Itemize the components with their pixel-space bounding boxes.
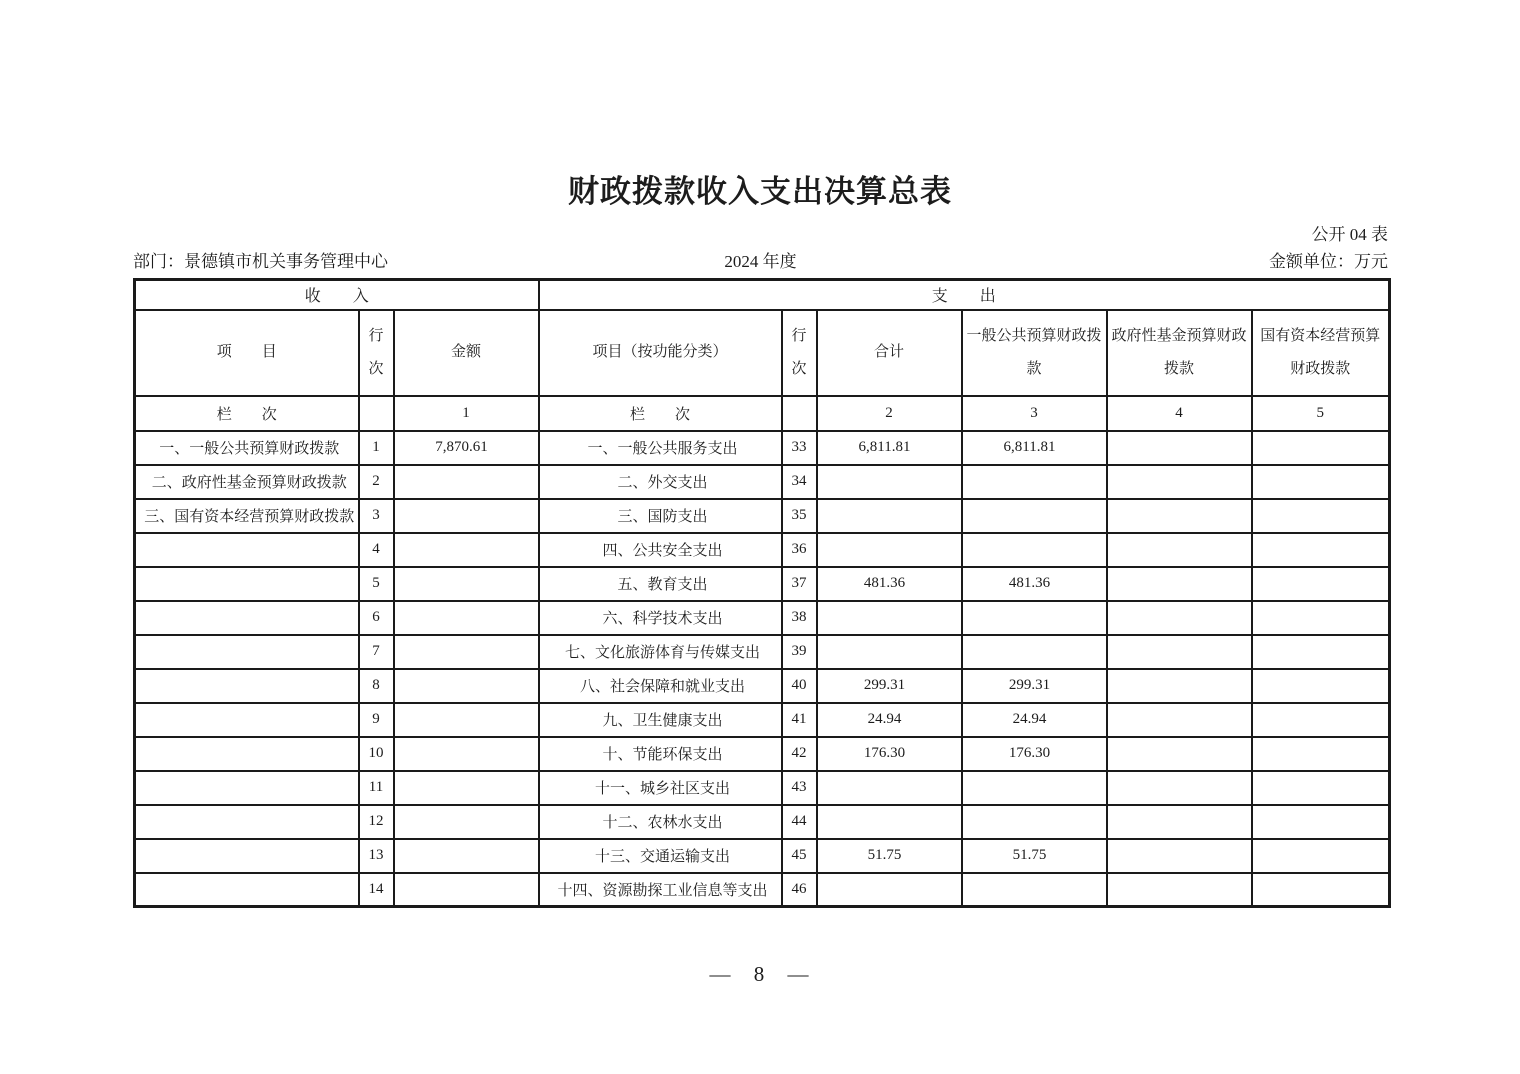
cell-income-item xyxy=(135,669,359,703)
cell-expense-row-no: 36 xyxy=(782,533,817,567)
cell-general-budget: 6,811.81 xyxy=(962,431,1107,465)
cell-gov-fund xyxy=(1107,431,1252,465)
cell-gov-fund xyxy=(1107,601,1252,635)
table-row xyxy=(135,805,1390,839)
cell-income-row-no: 8 xyxy=(359,669,394,703)
cell-expense-item: 十四、资源勘探工业信息等支出 xyxy=(539,873,782,907)
cell-income-amount xyxy=(394,737,539,771)
cell-gov-fund xyxy=(1107,533,1252,567)
cell-income-amount xyxy=(394,703,539,737)
cell-state-capital xyxy=(1252,839,1390,873)
cell-state-capital xyxy=(1252,431,1390,465)
page-number: — 8 — xyxy=(709,962,811,986)
lane-col-3: 3 xyxy=(962,396,1107,431)
table-row xyxy=(135,873,1390,907)
cell-income-amount xyxy=(394,499,539,533)
cell-income-item xyxy=(135,635,359,669)
cell-expense-row-no: 38 xyxy=(782,601,817,635)
cell-income-item xyxy=(135,533,359,567)
table-row xyxy=(135,703,1390,737)
cell-expense-row-no: 41 xyxy=(782,703,817,737)
header-income-row-no: 行次 xyxy=(359,310,394,396)
cell-gov-fund xyxy=(1107,805,1252,839)
section-header-row xyxy=(135,280,1390,310)
cell-expense-row-no: 46 xyxy=(782,873,817,907)
cell-expense-row-no: 44 xyxy=(782,805,817,839)
lane-income-rowno-empty xyxy=(359,396,394,431)
cell-expense-item: 四、公共安全支出 xyxy=(539,533,782,567)
cell-state-capital xyxy=(1252,737,1390,771)
cell-income-row-no: 3 xyxy=(359,499,394,533)
cell-income-amount xyxy=(394,635,539,669)
cell-state-capital xyxy=(1252,499,1390,533)
cell-state-capital xyxy=(1252,771,1390,805)
cell-general-budget: 481.36 xyxy=(962,567,1107,601)
page-title: 财政拨款收入支出决算总表 xyxy=(568,174,952,209)
cell-total: 24.94 xyxy=(817,703,962,737)
cell-income-item: 三、国有资本经营预算财政拨款 xyxy=(135,499,359,533)
cell-total xyxy=(817,465,962,499)
cell-general-budget xyxy=(962,465,1107,499)
cell-expense-item: 十、节能环保支出 xyxy=(539,737,782,771)
cell-expense-item: 七、文化旅游体育与传媒支出 xyxy=(539,635,782,669)
cell-total: 481.36 xyxy=(817,567,962,601)
cell-total xyxy=(817,873,962,907)
cell-gov-fund xyxy=(1107,737,1252,771)
expense-section-header: 支 出 xyxy=(539,280,1390,310)
cell-income-item xyxy=(135,873,359,907)
cell-total xyxy=(817,771,962,805)
cell-general-budget xyxy=(962,533,1107,567)
cell-expense-row-no: 35 xyxy=(782,499,817,533)
table-row xyxy=(135,533,1390,567)
cell-total xyxy=(817,635,962,669)
cell-gov-fund xyxy=(1107,771,1252,805)
cell-state-capital xyxy=(1252,703,1390,737)
lane-income-label: 栏 次 xyxy=(135,396,359,431)
cell-gov-fund xyxy=(1107,635,1252,669)
table-row xyxy=(135,839,1390,873)
cell-expense-row-no: 33 xyxy=(782,431,817,465)
lane-expense-label: 栏 次 xyxy=(539,396,782,431)
table-row xyxy=(135,431,1390,465)
table-code: 公开 04 表 xyxy=(1311,225,1388,244)
cell-general-budget: 24.94 xyxy=(962,703,1107,737)
cell-income-row-no: 9 xyxy=(359,703,394,737)
cell-general-budget: 299.31 xyxy=(962,669,1107,703)
lane-col-2: 2 xyxy=(817,396,962,431)
cell-income-item xyxy=(135,601,359,635)
cell-income-amount xyxy=(394,533,539,567)
cell-state-capital xyxy=(1252,669,1390,703)
lane-expense-rowno-empty xyxy=(782,396,817,431)
cell-income-item: 一、一般公共预算财政拨款 xyxy=(135,431,359,465)
cell-income-row-no: 2 xyxy=(359,465,394,499)
cell-total: 299.31 xyxy=(817,669,962,703)
cell-income-row-no: 10 xyxy=(359,737,394,771)
cell-income-amount: 7,870.61 xyxy=(394,431,539,465)
cell-income-amount xyxy=(394,805,539,839)
meta-row xyxy=(133,247,1388,271)
cell-expense-row-no: 34 xyxy=(782,465,817,499)
cell-income-amount xyxy=(394,465,539,499)
cell-income-item xyxy=(135,737,359,771)
amount-unit: 金额单位：万元 xyxy=(1269,252,1388,271)
table-row xyxy=(135,567,1390,601)
cell-income-item xyxy=(135,703,359,737)
cell-gov-fund xyxy=(1107,839,1252,873)
cell-expense-item: 十三、交通运输支出 xyxy=(539,839,782,873)
cell-total xyxy=(817,601,962,635)
cell-expense-row-no: 37 xyxy=(782,567,817,601)
header-income-item: 项 目 xyxy=(135,310,359,396)
column-header-row xyxy=(135,310,1390,396)
cell-income-item xyxy=(135,839,359,873)
cell-expense-item: 六、科学技术支出 xyxy=(539,601,782,635)
table-row xyxy=(135,465,1390,499)
cell-expense-row-no: 42 xyxy=(782,737,817,771)
cell-total xyxy=(817,533,962,567)
cell-gov-fund xyxy=(1107,873,1252,907)
lane-number-row xyxy=(135,396,1390,431)
cell-state-capital xyxy=(1252,635,1390,669)
cell-total: 6,811.81 xyxy=(817,431,962,465)
cell-state-capital xyxy=(1252,533,1390,567)
header-income-amount: 金额 xyxy=(394,310,539,396)
cell-income-row-no: 13 xyxy=(359,839,394,873)
cell-general-budget xyxy=(962,601,1107,635)
cell-state-capital xyxy=(1252,873,1390,907)
cell-expense-item: 九、卫生健康支出 xyxy=(539,703,782,737)
header-state-capital: 国有资本经营预算财政拨款 xyxy=(1252,310,1390,396)
cell-total xyxy=(817,805,962,839)
cell-income-row-no: 5 xyxy=(359,567,394,601)
header-gov-fund: 政府性基金预算财政拨款 xyxy=(1107,310,1252,396)
cell-gov-fund xyxy=(1107,567,1252,601)
cell-general-budget: 51.75 xyxy=(962,839,1107,873)
header-general-budget: 一般公共预算财政拨款 xyxy=(962,310,1107,396)
lane-col-1: 1 xyxy=(394,396,539,431)
table-row xyxy=(135,737,1390,771)
cell-expense-item: 十一、城乡社区支出 xyxy=(539,771,782,805)
fiscal-year: 2024 年度 xyxy=(724,252,797,271)
cell-total: 176.30 xyxy=(817,737,962,771)
cell-expense-row-no: 40 xyxy=(782,669,817,703)
cell-income-item xyxy=(135,771,359,805)
cell-income-amount xyxy=(394,669,539,703)
fiscal-summary-table xyxy=(133,278,1391,908)
cell-expense-item: 三、国防支出 xyxy=(539,499,782,533)
table-row xyxy=(135,499,1390,533)
cell-income-item: 二、政府性基金预算财政拨款 xyxy=(135,465,359,499)
table-row xyxy=(135,601,1390,635)
cell-income-row-no: 11 xyxy=(359,771,394,805)
cell-total xyxy=(817,499,962,533)
cell-gov-fund xyxy=(1107,703,1252,737)
cell-expense-item: 十二、农林水支出 xyxy=(539,805,782,839)
header-expense-item: 项目（按功能分类） xyxy=(539,310,782,396)
cell-expense-item: 一、一般公共服务支出 xyxy=(539,431,782,465)
table-row xyxy=(135,635,1390,669)
cell-income-amount xyxy=(394,567,539,601)
cell-income-item xyxy=(135,567,359,601)
cell-expense-item: 二、外交支出 xyxy=(539,465,782,499)
cell-state-capital xyxy=(1252,465,1390,499)
cell-income-row-no: 14 xyxy=(359,873,394,907)
cell-expense-item: 八、社会保障和就业支出 xyxy=(539,669,782,703)
cell-general-budget xyxy=(962,499,1107,533)
cell-general-budget xyxy=(962,873,1107,907)
cell-income-amount xyxy=(394,771,539,805)
cell-income-amount xyxy=(394,601,539,635)
table-row xyxy=(135,669,1390,703)
cell-general-budget xyxy=(962,771,1107,805)
income-section-header: 收 入 xyxy=(135,280,539,310)
table-body xyxy=(135,431,1390,907)
cell-general-budget xyxy=(962,635,1107,669)
department-label: 部门：景德镇市机关事务管理中心 xyxy=(133,252,388,271)
cell-state-capital xyxy=(1252,601,1390,635)
lane-col-4: 4 xyxy=(1107,396,1252,431)
cell-expense-row-no: 39 xyxy=(782,635,817,669)
cell-gov-fund xyxy=(1107,465,1252,499)
cell-state-capital xyxy=(1252,805,1390,839)
cell-income-row-no: 1 xyxy=(359,431,394,465)
cell-gov-fund xyxy=(1107,499,1252,533)
cell-state-capital xyxy=(1252,567,1390,601)
cell-expense-row-no: 43 xyxy=(782,771,817,805)
header-total: 合计 xyxy=(817,310,962,396)
cell-income-row-no: 12 xyxy=(359,805,394,839)
cell-income-amount xyxy=(394,839,539,873)
cell-gov-fund xyxy=(1107,669,1252,703)
cell-general-budget xyxy=(962,805,1107,839)
cell-income-row-no: 6 xyxy=(359,601,394,635)
cell-income-item xyxy=(135,805,359,839)
lane-col-5: 5 xyxy=(1252,396,1390,431)
header-expense-row-no: 行次 xyxy=(782,310,817,396)
cell-income-row-no: 4 xyxy=(359,533,394,567)
cell-income-row-no: 7 xyxy=(359,635,394,669)
cell-general-budget: 176.30 xyxy=(962,737,1107,771)
cell-income-amount xyxy=(394,873,539,907)
cell-total: 51.75 xyxy=(817,839,962,873)
cell-expense-item: 五、教育支出 xyxy=(539,567,782,601)
cell-expense-row-no: 45 xyxy=(782,839,817,873)
table-row xyxy=(135,771,1390,805)
